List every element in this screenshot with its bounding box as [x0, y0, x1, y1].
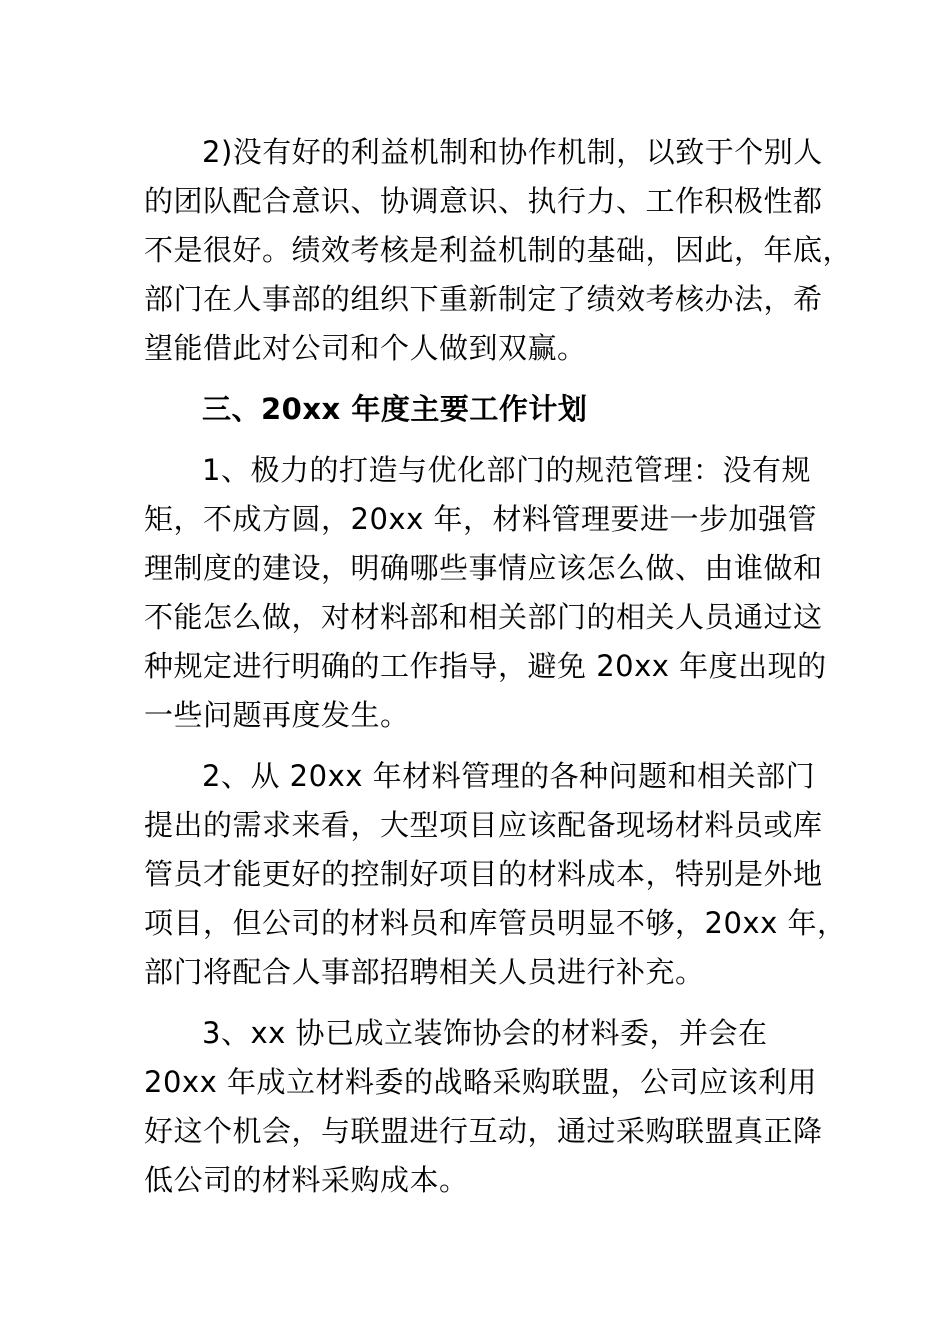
paragraph-plan-1 — [144, 446, 827, 740]
paragraph-line: 20xx 年成立材料委的战略采购联盟，公司应该利用 — [144, 1065, 817, 1099]
paragraph-line: 低公司的材料采购成本。 — [144, 1163, 469, 1197]
paragraph-line: 2)没有好的利益机制和协作机制，以致于个别人 — [202, 135, 823, 169]
paragraph-line: 管员才能更好的控制好项目的材料成本，特别是外地 — [144, 857, 823, 891]
paragraph-line: 提出的需求来看，大型项目应该配备现场材料员或库 — [144, 808, 823, 842]
paragraph-2-interest-mechanism — [144, 128, 853, 373]
paragraph-line: 3、xx 协已成立装饰协会的材料委，并会在 — [202, 1016, 768, 1050]
paragraph-line: 不是很好。绩效考核是利益机制的基础，因此，年底， — [144, 233, 853, 267]
paragraph-plan-3 — [144, 1009, 823, 1205]
paragraph-plan-2 — [144, 752, 847, 997]
paragraph-line: 部门将配合人事部招聘相关人员进行补充。 — [144, 955, 705, 989]
paragraph-line: 不能怎么做，对材料部和相关部门的相关人员通过这 — [144, 600, 823, 634]
paragraph-line: 部门在人事部的组织下重新制定了绩效考核办法，希 — [144, 282, 823, 316]
paragraph-line: 一些问题再度发生。 — [144, 698, 410, 732]
paragraph-line: 项目，但公司的材料员和库管员明显不够，20xx 年， — [144, 906, 847, 940]
paragraph-line: 望能借此对公司和个人做到双赢。 — [144, 331, 587, 365]
paragraph-line: 种规定进行明确的工作指导，避免 20xx 年度出现的 — [144, 649, 827, 683]
paragraph-line: 好这个机会，与联盟进行互动，通过采购联盟真正降 — [144, 1114, 823, 1148]
paragraph-line: 1、极力的打造与优化部门的规范管理：没有规 — [202, 453, 811, 487]
paragraph-line: 理制度的建设，明确哪些事情应该怎么做、由谁做和 — [144, 551, 823, 585]
paragraph-line: 的团队配合意识、协调意识、执行力、工作积极性都 — [144, 184, 823, 218]
document-page — [144, 128, 853, 1205]
section-heading: 三、20xx 年度主要工作计划 — [202, 392, 588, 426]
paragraph-line: 2、从 20xx 年材料管理的各种问题和相关部门 — [202, 759, 816, 793]
paragraph-line: 矩，不成方圆，20xx 年，材料管理要进一步加强管 — [144, 502, 817, 536]
